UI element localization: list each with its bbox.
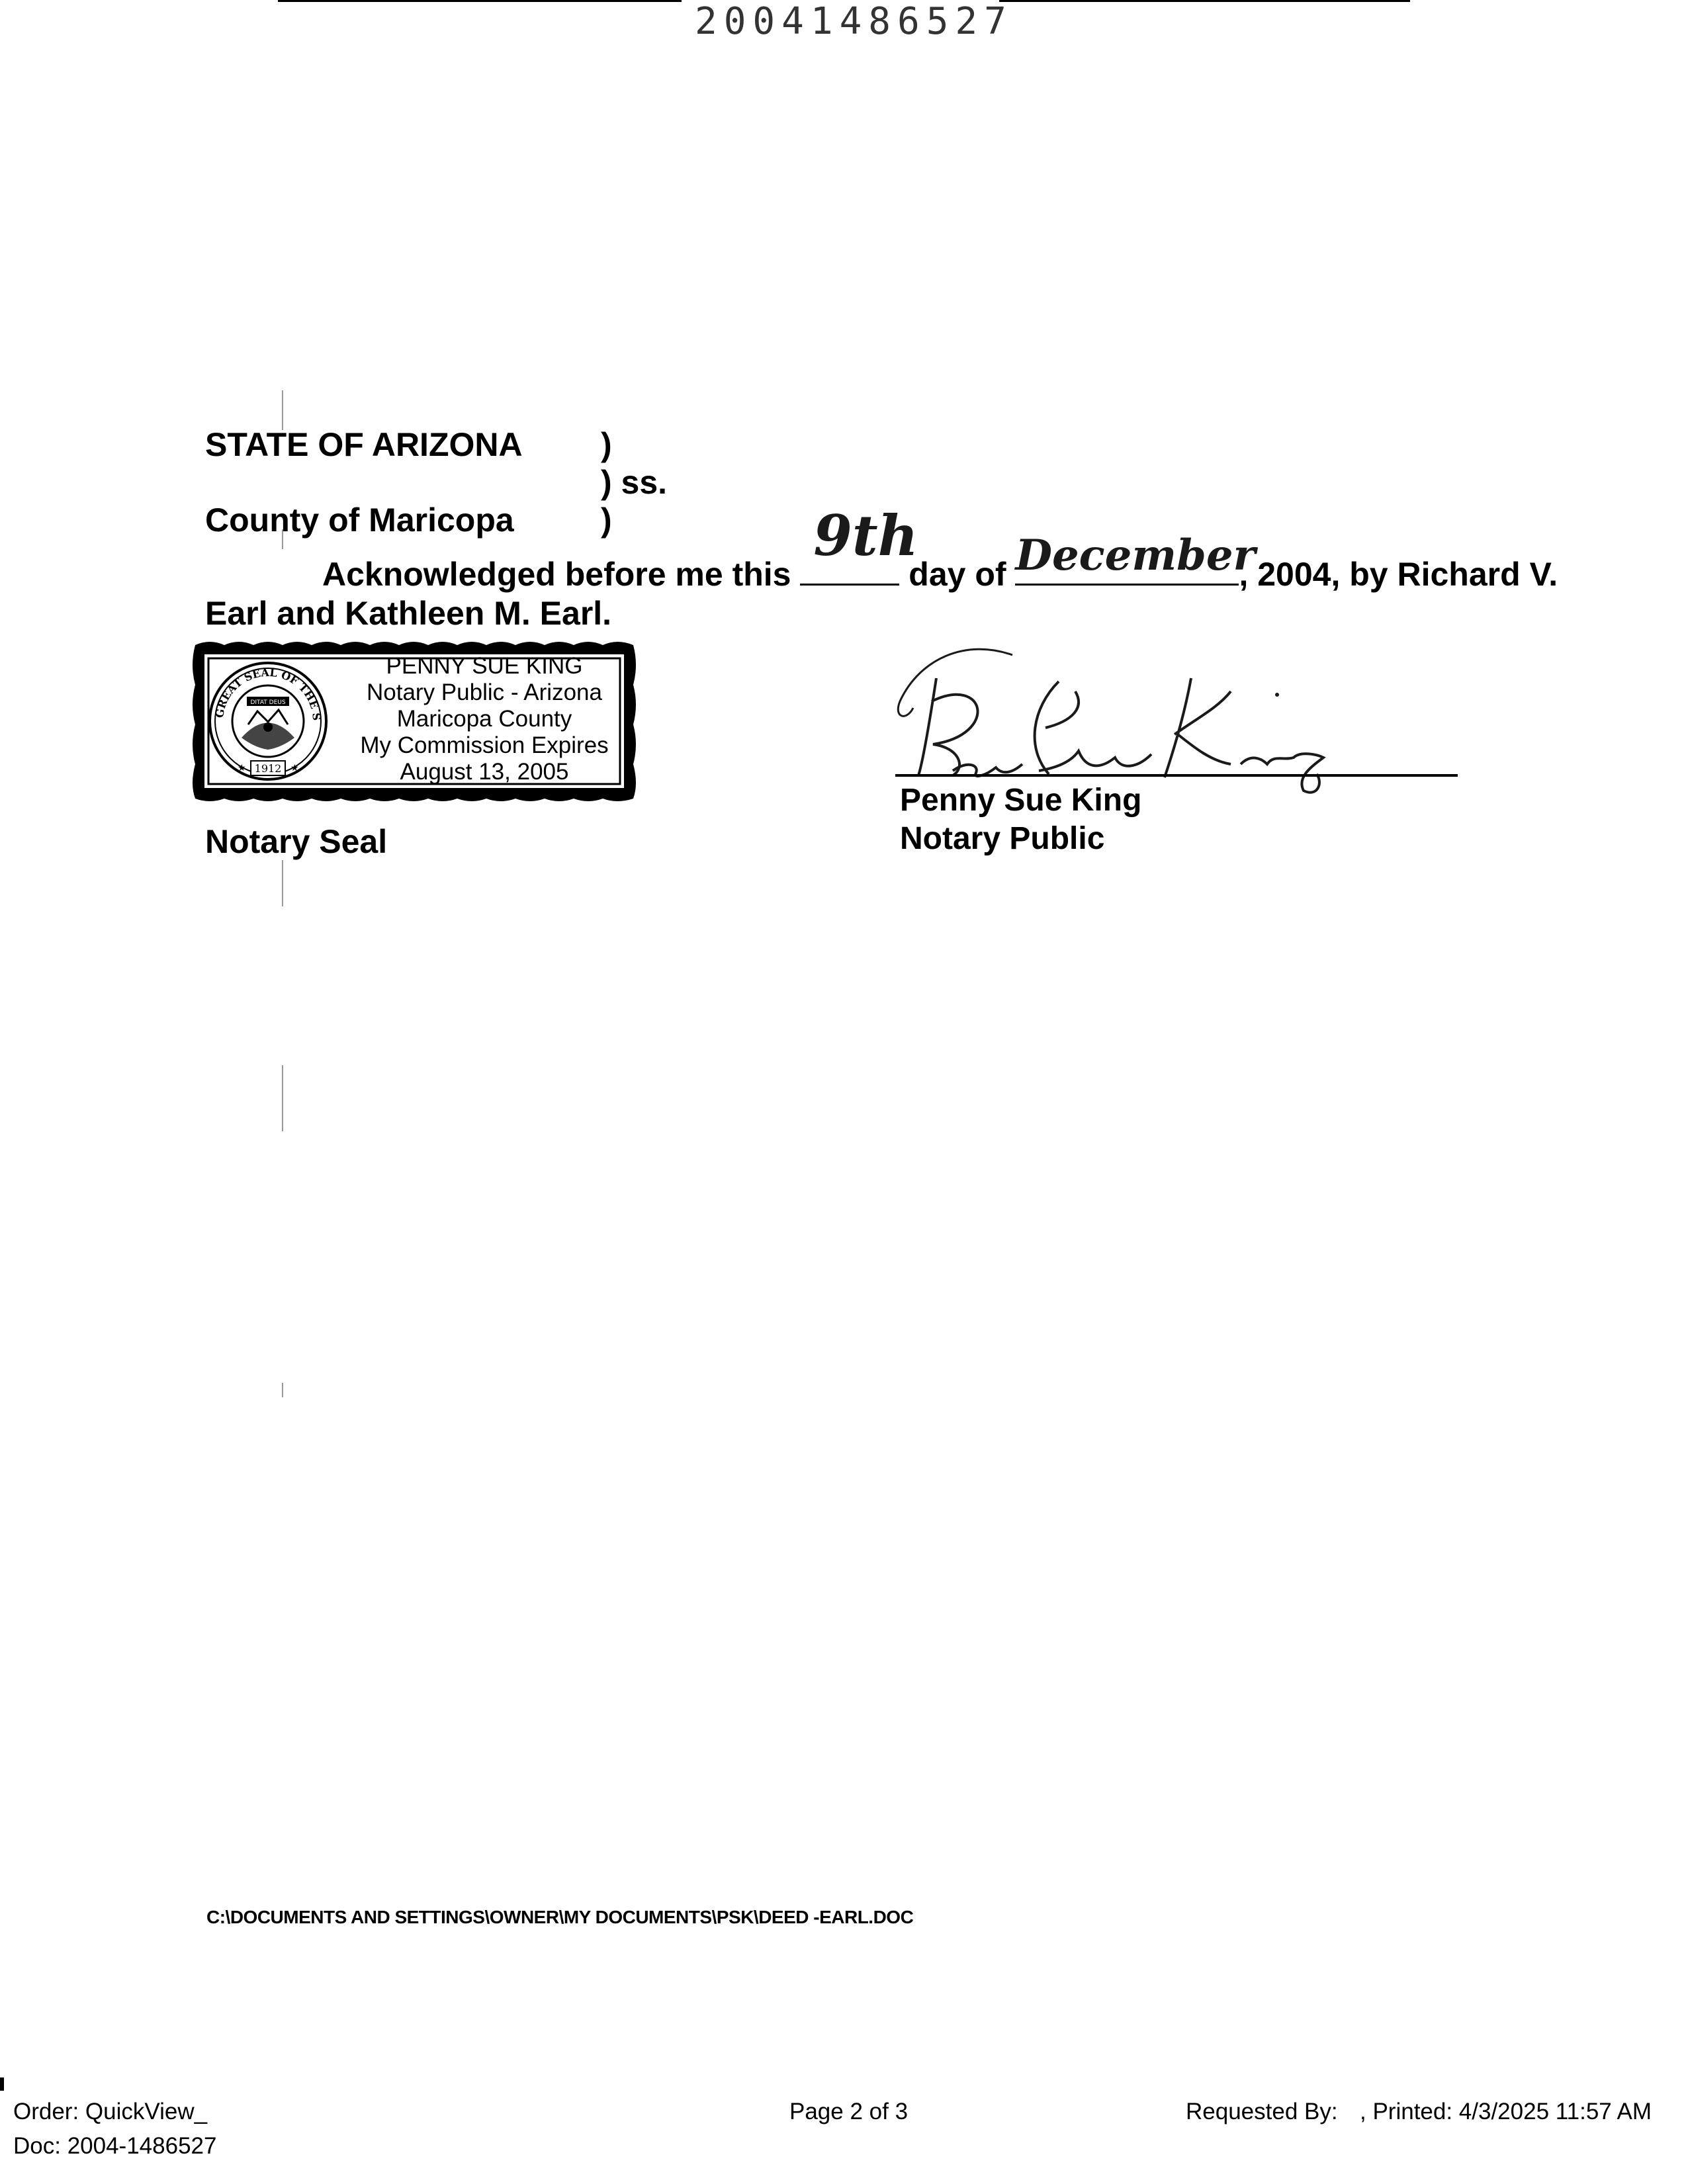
scan-tick xyxy=(282,390,283,430)
footer-doc: Doc: 2004-1486527 xyxy=(13,2133,217,2159)
svg-text:★: ★ xyxy=(290,762,299,773)
venue-paren-close: ) xyxy=(601,502,612,539)
venue-state: STATE OF ARIZONA xyxy=(205,426,523,463)
stamp-line: PENNY SUE KING xyxy=(386,653,583,679)
recording-number: 20041486527 xyxy=(695,0,1013,43)
stamp-text xyxy=(345,653,623,785)
top-rule-right xyxy=(999,0,1410,2)
scan-tick xyxy=(282,860,283,906)
ack-day-word: day of xyxy=(909,556,1006,593)
scan-tick xyxy=(282,1065,283,1131)
stamp-line: August 13, 2005 xyxy=(400,759,569,785)
acknowledgment-line-2: Earl and Kathleen M. Earl. xyxy=(205,595,612,632)
ack-suffix: , 2004, by Richard V. xyxy=(1239,556,1558,593)
month-handwritten: December xyxy=(1015,531,1256,580)
signature-line xyxy=(895,774,1458,777)
venue-county: County of Maricopa xyxy=(205,502,514,539)
footer-requested-by: Requested By: xyxy=(1186,2099,1338,2124)
venue-paren-open: ) xyxy=(601,426,612,463)
svg-text:DITAT DEUS: DITAT DEUS xyxy=(250,699,286,706)
notary-title: Notary Public xyxy=(900,821,1105,856)
svg-text:1912: 1912 xyxy=(254,762,282,775)
notary-seal-caption: Notary Seal xyxy=(205,823,388,860)
scan-edge-mark xyxy=(0,2077,4,2091)
venue-ss: ) ss. xyxy=(601,464,668,501)
day-blank xyxy=(800,503,918,586)
stamp-line: Notary Public - Arizona xyxy=(367,679,602,705)
scan-tick xyxy=(282,1383,283,1397)
stamp-line: Maricopa County xyxy=(396,706,572,732)
file-path: C:\DOCUMENTS AND SETTINGS\OWNER\MY DOCUMENTS\PSK\DEED -EARL.DOC xyxy=(206,1907,914,1927)
month-blank xyxy=(1015,531,1256,586)
svg-text:★: ★ xyxy=(238,762,246,773)
svg-text:GREAT SEAL OF THE STATE OF ARI: GREAT SEAL OF THE S xyxy=(212,666,324,721)
footer-printed: , Printed: 4/3/2025 11:57 AM xyxy=(1360,2099,1652,2124)
top-rule-left xyxy=(278,0,682,2)
footer-order: Order: QuickView_ xyxy=(13,2099,208,2124)
stamp-line: My Commission Expires xyxy=(360,732,609,758)
notary-stamp xyxy=(190,638,639,804)
day-handwritten: 9th xyxy=(813,503,918,568)
footer-page: Page 2 of 3 xyxy=(789,2099,909,2124)
notary-name: Penny Sue King xyxy=(900,783,1142,818)
ack-prefix: Acknowledged before me this xyxy=(322,556,791,593)
